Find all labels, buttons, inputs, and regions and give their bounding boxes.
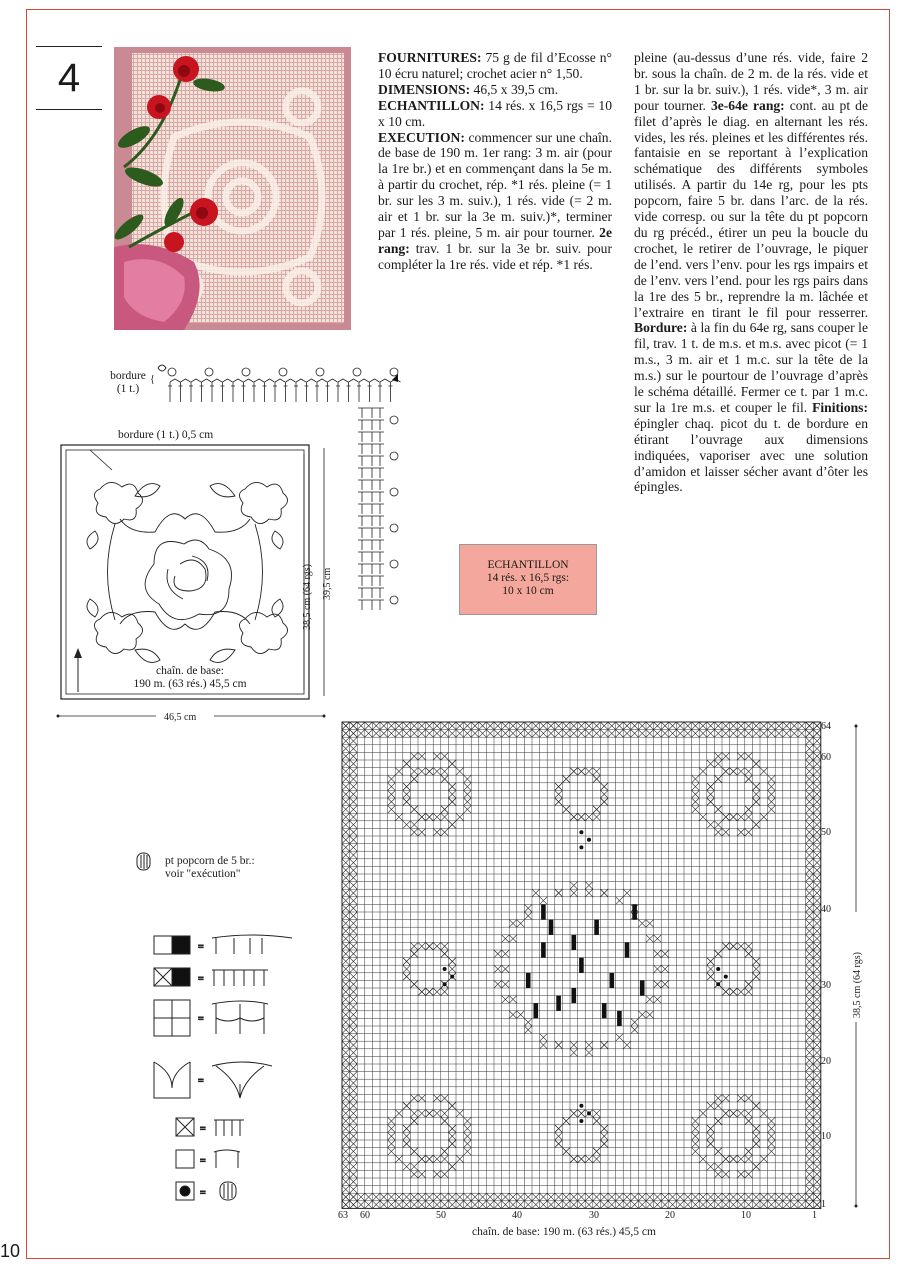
base-chain-line1: chaîn. de base:: [155, 665, 224, 677]
base-chain-label: [110, 665, 270, 691]
dimensions-text: 46,5 x 39,5 cm.: [470, 81, 559, 97]
row2-heading: 2e rang:: [378, 224, 612, 256]
row2-text: trav. 1 br. sur la 3e br. suiv. pour compléter la 1re rés. vide et rép. *1 rés.: [378, 240, 612, 272]
col-label-40: 40: [512, 1210, 522, 1221]
instructions-column-2: [634, 50, 868, 495]
col-label-60: 60: [360, 1210, 370, 1221]
border-heading: Bordure:: [634, 320, 688, 336]
chart-height-label: 38,5 cm (64 rgs): [852, 952, 863, 1018]
width-dimension-line: [56, 706, 336, 726]
svg-text:=: =: [198, 1076, 204, 1087]
row-label-40: 40: [821, 904, 831, 915]
height-outer-label: 39,5 cm: [322, 567, 333, 600]
svg-text:{: {: [150, 374, 155, 385]
execution-heading: EXECUTION:: [378, 129, 465, 145]
popcorn-legend-line2: voir "exécution": [165, 868, 241, 880]
instructions-column-1: [378, 50, 612, 273]
popcorn-legend-line1: pt popcorn de 5 br.:: [165, 855, 255, 867]
schema-dimension-lines: [282, 440, 342, 740]
col-label-1: 1: [812, 1210, 817, 1221]
chart-height-dimension: [842, 722, 872, 1212]
row-label-30: 30: [821, 980, 831, 991]
svg-text:=: =: [200, 1188, 206, 1199]
row-label-50: 50: [821, 827, 831, 838]
sample-box: [459, 544, 597, 615]
col-label-10: 10: [741, 1210, 751, 1221]
rows3-64-heading: 3e-64e rang:: [710, 97, 785, 113]
base-chain-line2: 190 m. (63 rés.) 45,5 cm: [133, 678, 247, 690]
col-label-30: 30: [589, 1210, 599, 1221]
border-text: à la fin du 64e rg, sans couper le fil, trav. 1 t. de m.s. et m.s. avec picot (= 1 m.s., 3 m. air et 1 m.c. sur la tête de la m.s.) sur le pourtour de l’ouvrage d’après le schéma détaillé. Fermer ce t. par 1 m.c. sur la 1re m.s. et couper le fil.: [634, 320, 868, 415]
finishing-heading: Finitions:: [812, 399, 868, 415]
svg-text:=: =: [198, 1014, 204, 1025]
execution-text: commencer sur une chaîn. de base de 190 m. 1er rang: 3 m. air (pour la 1re br.) et en commençant dans la 5e m. à partir du crochet, rép. *1 rés. pleine (= 1 br. sur les 3 m. suiv.), 1 rés. vide (= 2 m. air et 1 br. sur la 3e m. suiv.)*, terminer par 1 rés. pleine, 5 m. air pour tourner.: [378, 129, 612, 240]
svg-text:=: =: [198, 974, 204, 985]
sample-box-line3: 10 x 10 cm: [502, 585, 554, 597]
sample-box-line1: ECHANTILLON: [487, 559, 569, 571]
popcorn-symbol-icon: [136, 852, 152, 872]
height-inner-label: 38,5 cm (64 rgs): [302, 564, 313, 630]
row-label-60: 60: [821, 752, 831, 763]
bordure-label-line1: bordure: [110, 370, 146, 382]
chart-bottom-label: chaîn. de base: 190 m. (63 rés.) 45,5 cm: [472, 1226, 656, 1238]
col-label-50: 50: [436, 1210, 446, 1221]
pattern-number: 4: [57, 56, 81, 100]
bordure-outline-label: bordure (1 t.) 0,5 cm: [118, 429, 214, 441]
popcorn-legend-label: [165, 855, 255, 881]
col-label-63: 63: [338, 1210, 348, 1221]
row-label-10: 10: [821, 1131, 831, 1142]
pattern-number-box: [36, 46, 102, 110]
gauge-text: 14 rés. x 16,5 rgs = 10 x 10 cm.: [378, 97, 612, 129]
doily-photo: [114, 47, 351, 330]
rows3-64-text: cont. au pt de filet d’après le diag. en alternant les rés. vides, les rés. pleines et les différentes rés. fantaisie en se reportant à l’explication schématique des différents symboles utilisés. A partir du 14e rg, pour les pts popcorn, faire 5 br. dans l’arc. de la rés. vide corresp. ou sur la tête du pt popcorn du rg précéd., étirer un peu la boucle du crochet, le retirer de l’ouvrage, le piquer de l’end. vers l’env. pour les rgs impairs et de l’env. vers l’end. pour les rgs pairs dans la 1re des 5 br., reprendre la m. lâchée et l’extraire en tirant le fil pour resserrer.: [634, 97, 868, 320]
sample-box-line2: 14 rés. x 16,5 rgs:: [486, 572, 570, 584]
row-label-64: 64: [821, 721, 831, 732]
bordure-label: [104, 370, 152, 396]
finishing-text: épingler chaq. picot du t. de bordure en étirant l’ouvrage aux dimensions indiquées, vaporiser avec une solution d’amidon et laisser sécher avant d’ôter les épingles.: [634, 415, 868, 495]
materials-text: 75 g de fil d’Ecosse n° 10 écru naturel; crochet acier n° 1,50.: [378, 50, 612, 81]
svg-text:=: =: [198, 942, 204, 953]
symbol-legend: [150, 928, 290, 1218]
gauge-heading: ECHANTILLON:: [378, 97, 485, 113]
bordure-label-line2: (1 t.): [116, 383, 140, 395]
dimensions-heading: DIMENSIONS:: [378, 81, 471, 97]
col-label-20: 20: [665, 1210, 675, 1221]
row-label-1: 1: [821, 1199, 826, 1210]
materials-heading: FOURNITURES:: [378, 50, 482, 65]
svg-text:=: =: [200, 1124, 206, 1135]
width-label: 46,5 cm: [164, 712, 197, 723]
page-number: 10: [0, 1241, 21, 1261]
svg-text:=: =: [200, 1156, 206, 1167]
filet-crochet-chart: [340, 720, 820, 1210]
row2-continued-text: pleine (au-dessus d’une rés. vide, faire 2 br. sous la chaîn. de 2 m. de la rés. vide et 1 br. sur la br. suiv.), 1 rés. vide*, 3 m. air pour tourner.: [634, 50, 868, 113]
row-label-20: 20: [821, 1056, 831, 1067]
